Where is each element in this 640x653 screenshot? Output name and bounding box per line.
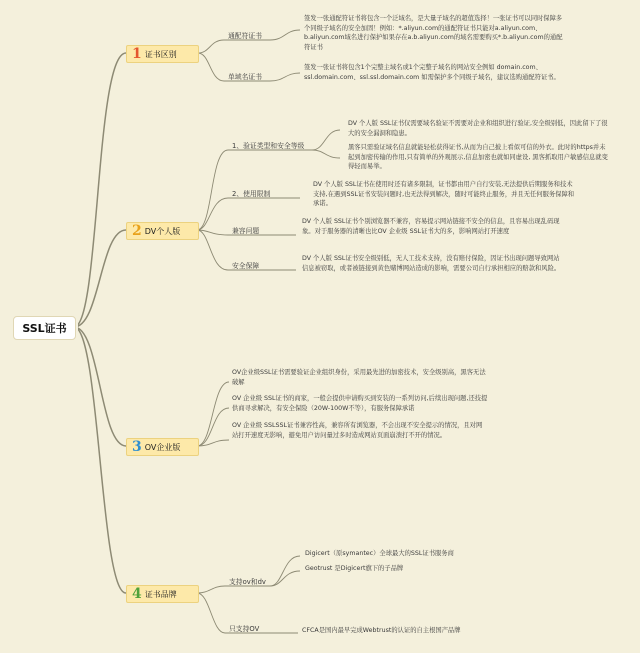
supports-ov-dv-label: 支持ov和dv: [229, 578, 266, 586]
wildcard-description: 签发一张通配符证书将包含一个泛域名，是大量子域名的超值选择！一张证书可以同时保障多个同级子域名的安全加固！例如：*.aliyun.com的通配符证书只能对a.aliyun.com、b.aliyun.com域名进行保护如果存在a.b.aliyun.com的域名需要购买*.b.aliyun.com的通配符证书: [304, 15, 563, 51]
single-domain-description: 签发一张证书将包含1个完整主域名或1个完整子域名的网站安全例如 domain.com、ssl.domain.com、ssl.ssl.domain.com 如需保护多个同级子域名，建议选购通配符证书。: [304, 64, 560, 81]
connector-b3-1: [197, 382, 229, 446]
brand-item: CFCA是国内最早完成Webtrust的认证的自主根国产品牌: [302, 627, 461, 634]
connector-root-b1: [74, 53, 126, 327]
branch-certificate-brands: [126, 585, 199, 603]
connector-b4-both: [197, 586, 270, 593]
wildcard-label: 通配符证书: [228, 32, 262, 40]
branch-dv-personal: [126, 222, 199, 240]
security-guarantee-label: 安全保障: [232, 262, 260, 270]
branch-number: 2: [132, 223, 142, 239]
root-node: SSL证书: [13, 316, 76, 340]
brand-item: Geotrust 是Digicert旗下的子品牌: [305, 565, 404, 572]
connector-b1-wildcard: [198, 40, 270, 53]
branch-label: DV个人版: [144, 226, 181, 236]
connector-root-b2: [74, 230, 126, 327]
ov-only-label: 只支持OV: [229, 625, 260, 633]
connector-root-b4: [74, 327, 126, 593]
single-domain-label: 单域名证书: [228, 73, 262, 81]
compatibility-description: DV 个人版 SSL证书个别浏览器不兼容，容易提示网站链接不安全的信息，且容易出现乱码现象。对于服务器的清晰也比OV 企业级 SSL证书大的多，影响网站打开速度: [302, 218, 560, 235]
branch-certificate-types: [126, 45, 199, 63]
ov-description-1: OV企业级SSL证书需要验证企业组织身份，采用最先进的加密技术，安全级别高，黑客无法破解: [232, 369, 486, 386]
security-guarantee-description: DV 个人版 SSL证书安全级别低，无人工技术支持，没有赔付保险，因证书出现问题导致网站信息被窃取，或者被链接到黄色赌博网站造成的影响，需要公司自行承担相应的赔款和风险。: [302, 255, 561, 272]
brand-item: Digicert（原symantec）全球最大的SSL证书服务商: [305, 550, 454, 557]
branch-label: 证书品牌: [144, 589, 177, 599]
usage-limit-label: 2、使用限制: [232, 190, 271, 198]
branch-number: 3: [132, 439, 142, 455]
ov-description-2: OV 企业级 SSL证书的商家，一般会提供申请购买到安装的一系列访问,后续出现问题,还技提供商寻求解决，有安全保险（20W-100W不等），有服务保障承诺: [232, 395, 488, 412]
branch-label: OV企业版: [144, 442, 181, 452]
verify-type-description-2: 黑客只需验证域名信息就能轻松获得证书,从而为自己披上看似可信的外衣。此时的https并未起到加密传输的作用,只有简单的外观展示,信息加密也就如同虚设, 黑客抓取用户敏感信息就变得轻而易举。: [348, 144, 608, 171]
branch-number: 1: [132, 46, 142, 62]
connector-root-b3: [74, 327, 126, 446]
branch-number: 4: [132, 586, 142, 602]
verify-type-description-1: DV 个人版 SSL证书仅需要域名验证不需要对企业和组织进行验证,安全级别低，因此留下了很大的安全漏洞和隐患。: [348, 120, 608, 137]
usage-limit-description: DV 个人版 SSL证书在使用时还有诸多限制，证书都由用户自行安装,无法提供后期服务和技术支持,在遇到SSL证书安装问题时,也无法得到解决，随时可能终止服务，并且无任何服务保障和承诺。: [313, 181, 575, 208]
branch-ov-enterprise: [126, 438, 199, 456]
compatibility-label: 兼容问题: [232, 227, 260, 235]
ov-description-3: OV 企业级 SSLSSL证书兼容性高，兼容所有浏览器，不会出现不安全提示的情况，且对网站打开速度无影响，避免用户访问量过多时造成网站页面崩溃打不开的情况。: [232, 422, 483, 439]
verify-type-label: 1、验证类型和安全等级: [232, 142, 305, 150]
branch-label: 证书区别: [144, 49, 177, 59]
